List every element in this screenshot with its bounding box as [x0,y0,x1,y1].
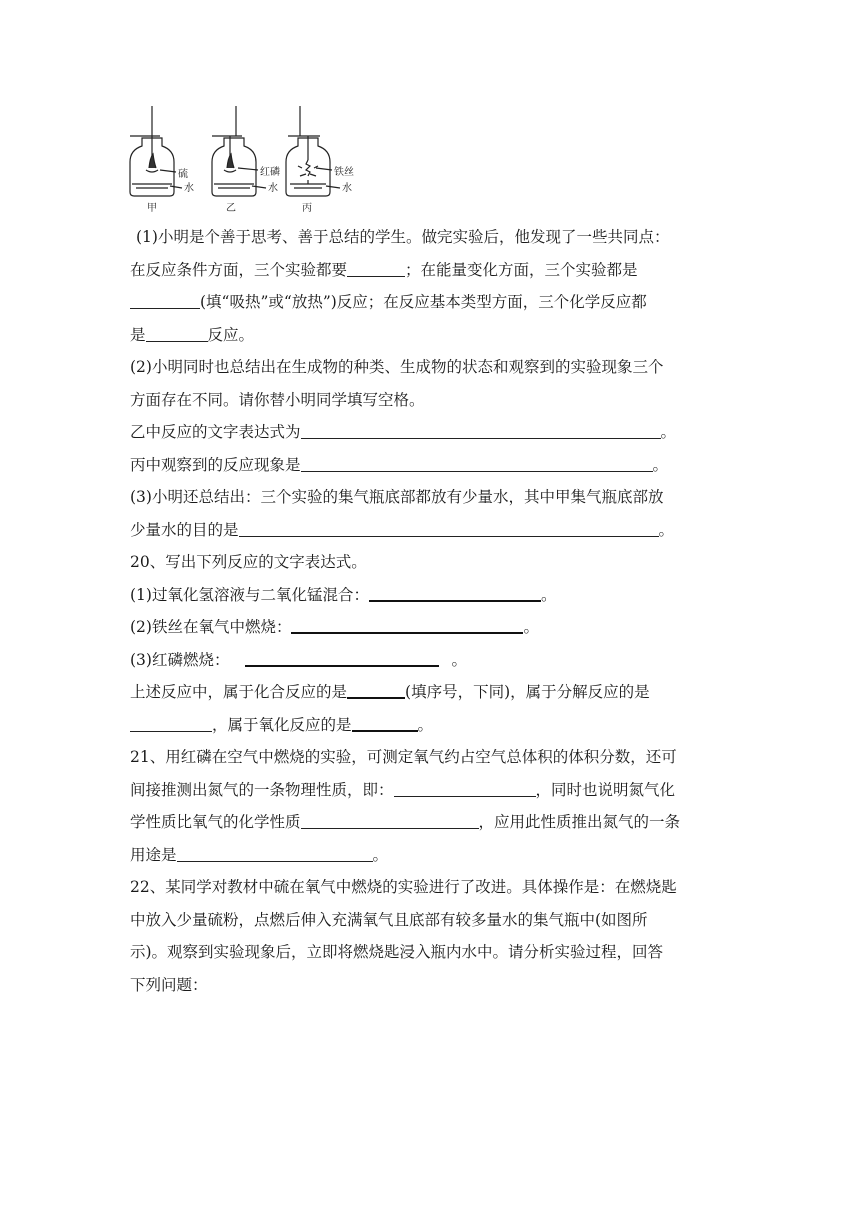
q19-line: (填“吸热”或“放热”)反应；在反应基本类型方面，三个化学反应都 [130,286,730,319]
q21-line: 21、用红磷在空气中燃烧的实验，可测定氧气约占空气总体积的体积分数，还可 [130,748,677,766]
q20-title: 20、写出下列反应的文字表达式。 [130,553,367,571]
q21-line: 学性质比氧气的化学性质 ，应用此性质推出氮气的一条 [130,806,730,839]
label-water-bing: 水 [342,183,352,194]
q19-line: 在反应条件方面，三个实验都要 ；在能量变化方面，三个实验都是 [130,254,730,287]
answer-blank[interactable] [130,290,200,309]
q19-line: 是 反应。 [130,319,730,352]
bottle-yi [212,106,266,196]
answer-blank[interactable] [347,258,405,277]
q19-line: (1)小明是个善于思考、善于总结的学生。做完实验后，他发现了一些共同点： [136,228,670,246]
label-water-jia: 水 [184,183,194,194]
q19-line: 少量水的目的是 。 [130,514,730,547]
answer-blank[interactable] [347,679,405,699]
answer-blank[interactable] [369,582,541,602]
q22-line: 下列问题： [130,975,208,994]
q22-line: 22、某同学对教材中硫在氧气中燃烧的实验进行了改进。具体操作是：在燃烧匙 [130,878,677,896]
bottle-jia [130,106,182,196]
experiment-figure [120,100,370,218]
q22-line: 示)。观察到实验现象后，立即将燃烧匙浸入瓶内水中。请分析实验过程，回答 [130,943,664,961]
q20-item-2: (2)铁丝在氧气中燃烧： 。 [130,611,730,644]
q20-summary: ，属于氧化反应的是 。 [130,709,730,742]
answer-blank[interactable] [291,614,523,634]
q19-line: (2)小明同时也总结出在生成物的种类、生成物的状态和观察到的实验现象三个 [130,358,664,376]
caption-bing: 丙 [302,203,312,214]
caption-jia: 甲 [147,203,157,214]
q20-item-3: (3)红磷燃烧： 。 [130,644,730,677]
answer-blank[interactable] [301,810,479,829]
label-iron-wire: 铁丝 [334,167,354,178]
label-sulfur: 硫 [178,169,188,180]
q21-line: 用途是 。 [130,839,730,872]
answer-blank[interactable] [146,323,208,342]
caption-yi: 乙 [226,203,236,214]
label-water-yi: 水 [268,183,278,194]
q19-line: (3)小明还总结出：三个实验的集气瓶底部都放有少量水，其中甲集气瓶底部放 [130,488,664,506]
answer-blank[interactable] [301,420,661,439]
answer-blank[interactable] [245,647,439,667]
q19-line: 丙中观察到的反应现象是 。 [130,449,730,482]
answer-blank[interactable] [394,778,536,797]
label-red-phosphorus: 红磷 [260,167,280,178]
q22-line: 中放入少量硫粉，点燃后伸入充满氧气且底部有较多量水的集气瓶中(如图所 [130,910,648,929]
answer-blank[interactable] [130,713,212,732]
q19-line: 乙中反应的文字表达式为 。 [130,416,730,449]
question-body [130,221,730,1001]
q19-line: 方面存在不同。请你替小明同学填写空格。 [130,390,425,409]
q20-item-1: (1)过氧化氢溶液与二氧化锰混合： 。 [130,579,730,612]
q21-line: 间接推测出氮气的一条物理性质，即： ，同时也说明氮气化 [130,774,730,807]
answer-blank[interactable] [301,453,653,472]
three-bottles-diagram [120,100,370,218]
bottle-bing [286,106,340,196]
answer-blank[interactable] [352,712,418,732]
q20-summary: 上述反应中，属于化合反应的是 (填序号，下同)，属于分解反应的是 [130,676,730,709]
answer-blank[interactable] [239,518,659,537]
answer-blank[interactable] [177,843,373,862]
